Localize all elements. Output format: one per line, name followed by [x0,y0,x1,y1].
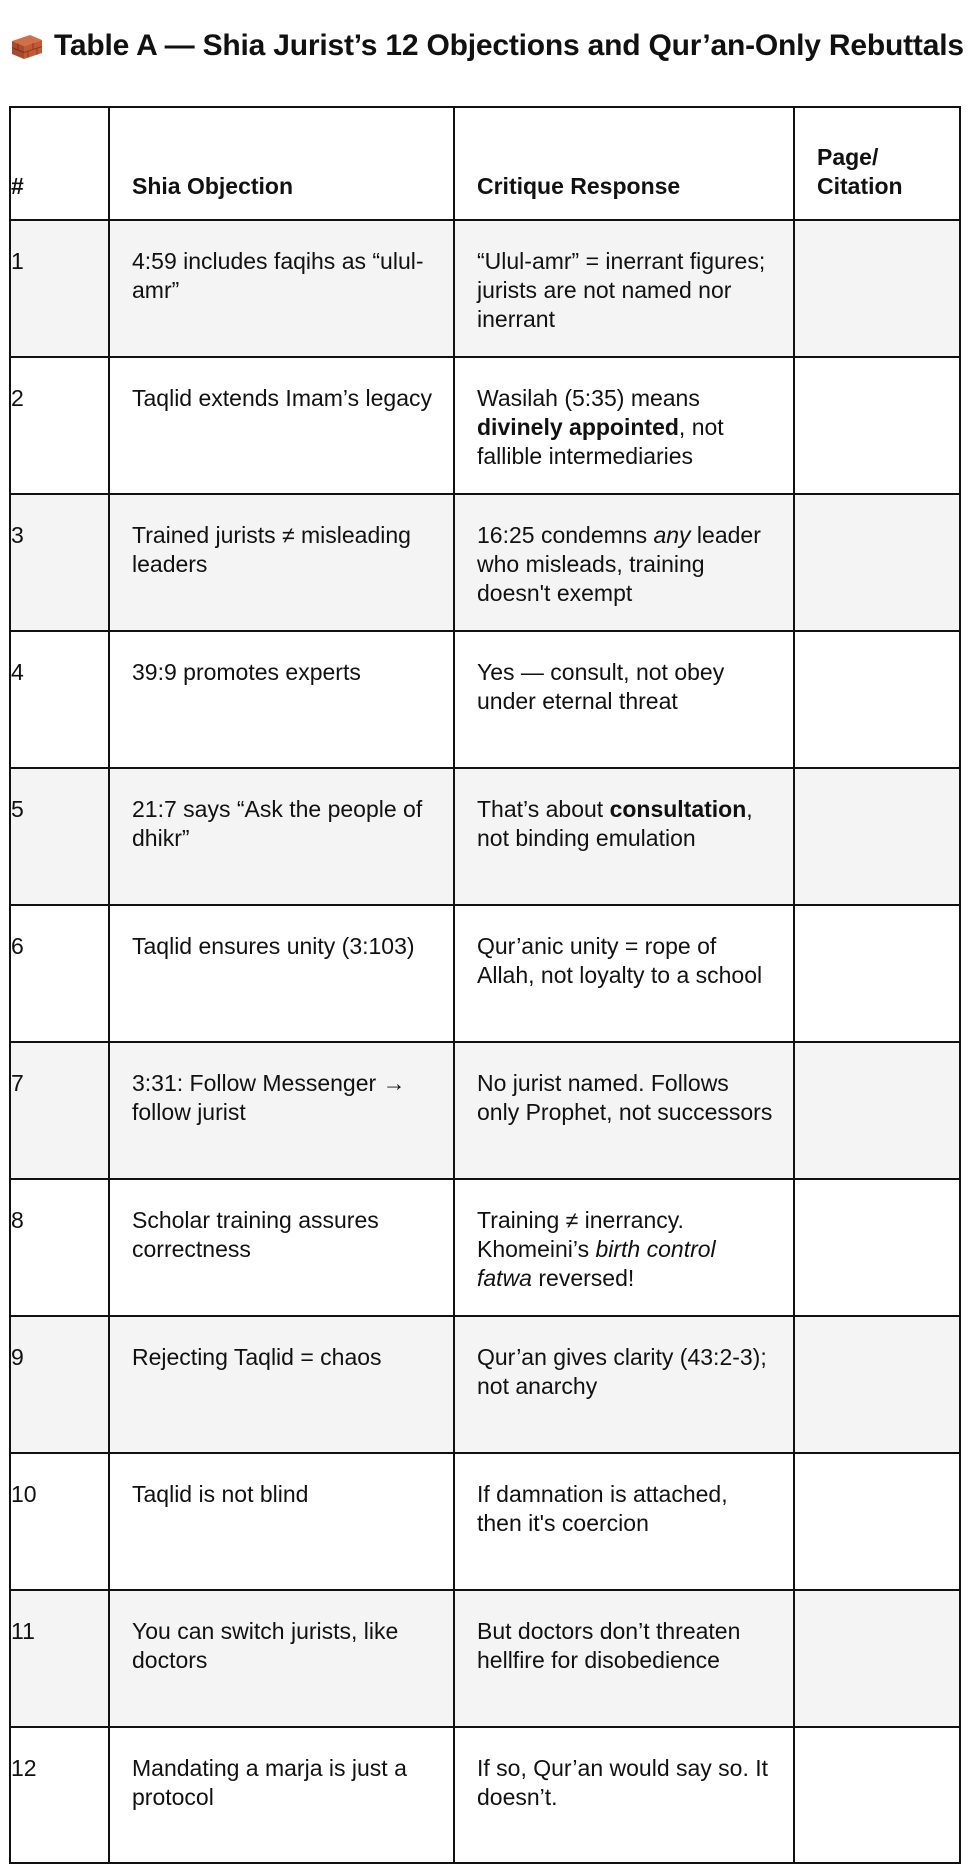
row-number: 12 [10,1727,109,1863]
response-cell [454,494,794,631]
response-text-segment: That’s about [477,796,610,822]
objection-cell: Taqlid extends Imam’s legacy [109,357,454,494]
response-cell [454,1453,794,1590]
table-row [10,1179,960,1316]
response-text-segment: 16:25 condemns [477,522,654,548]
header-page-citation-line1: Page/ [817,144,879,170]
response-text-segment: But doctors don’t threaten hellfire for disobedience [477,1618,741,1673]
response-text-segment: reversed! [531,1265,635,1291]
response-text-segment: If damnation is attached, then it's coercion [477,1481,728,1536]
table-row [10,1727,960,1863]
response-cell [454,1179,794,1316]
objection-cell: 3:31: Follow Messenger → follow jurist [109,1042,454,1179]
table-row [10,905,960,1042]
objection-cell: Rejecting Taqlid = chaos [109,1316,454,1453]
objection-cell: 39:9 promotes experts [109,631,454,768]
objection-cell: You can switch jurists, like doctors [109,1590,454,1727]
response-cell [454,1042,794,1179]
row-number: 10 [10,1453,109,1590]
response-text-segment: consultation [609,796,747,822]
table-row [10,494,960,631]
objection-cell: 4:59 includes faqihs as “ulul-amr” [109,220,454,357]
response-text-segment: Qur’an gives clarity (43:2-3); not anarchy [477,1344,767,1399]
response-text-segment: divinely appointed [477,414,679,440]
table-body [10,220,960,1863]
table-row [10,1590,960,1727]
response-cell [454,631,794,768]
objections-table [9,106,961,1864]
row-number: 9 [10,1316,109,1453]
response-text-segment: Qur’anic unity = rope of Allah, not loyalty to a school [477,933,763,988]
response-cell [454,357,794,494]
citation-cell [794,1590,960,1727]
response-text-segment: leader who misleads, training doesn't exempt [477,522,761,606]
response-text-segment: , not binding emulation [477,796,753,851]
table-row [10,631,960,768]
row-number: 4 [10,631,109,768]
citation-cell [794,1042,960,1179]
citation-cell [794,905,960,1042]
table-row [10,1316,960,1453]
table-row [10,220,960,357]
citation-cell [794,1316,960,1453]
response-text-segment: If so, Qur’an would say so. It doesn’t. [477,1755,769,1810]
table-row [10,768,960,905]
citation-cell [794,220,960,357]
objection-cell: Mandating a marja is just a protocol [109,1727,454,1863]
row-number: 8 [10,1179,109,1316]
response-cell [454,1727,794,1863]
response-cell [454,905,794,1042]
response-cell [454,768,794,905]
response-text-segment: Training ≠ inerrancy. Khomeini’s [477,1207,684,1262]
row-number: 1 [10,220,109,357]
citation-cell [794,1453,960,1590]
table-row [10,357,960,494]
response-cell [454,220,794,357]
citation-cell [794,494,960,631]
citation-cell [794,631,960,768]
table-row [10,1453,960,1590]
row-number: 11 [10,1590,109,1727]
response-text-segment: No jurist named. Follows only Prophet, not successors [477,1070,773,1125]
header-page-citation [794,107,960,220]
header-page-citation-line2: Citation [817,173,903,199]
response-text-segment: “Ulul-amr” = inerrant figures; jurists are not named nor inerrant [477,248,766,332]
objection-cell: Trained jurists ≠ misleading leaders [109,494,454,631]
header-shia-objection: Shia Objection [109,107,454,220]
row-number: 3 [10,494,109,631]
objection-cell: Taqlid is not blind [109,1453,454,1590]
table-header-row [10,107,960,220]
header-number: # [10,107,109,220]
table-row [10,1042,960,1179]
title-row [8,26,964,66]
objection-cell: Scholar training assures correctness [109,1179,454,1316]
citation-cell [794,1727,960,1863]
row-number: 2 [10,357,109,494]
response-text-segment: any [653,522,691,548]
row-number: 5 [10,768,109,905]
citation-cell [794,768,960,905]
response-text-segment: Yes — consult, not obey under eternal threat [477,659,725,714]
citation-cell [794,1179,960,1316]
row-number: 6 [10,905,109,1042]
response-text-segment: Wasilah (5:35) means [477,385,700,411]
response-text-segment: birth control fatwa [477,1236,716,1291]
header-critique-response: Critique Response [454,107,794,220]
response-cell [454,1316,794,1453]
row-number: 7 [10,1042,109,1179]
objection-cell: 21:7 says “Ask the people of dhikr” [109,768,454,905]
citation-cell [794,357,960,494]
response-text-segment: , not fallible intermediaries [477,414,724,469]
objection-cell: Taqlid ensures unity (3:103) [109,905,454,1042]
brick-icon [8,29,46,63]
page-title: Table A — Shia Jurist’s 12 Objections and Qur’an-Only Rebuttals [54,29,964,62]
response-cell [454,1590,794,1727]
